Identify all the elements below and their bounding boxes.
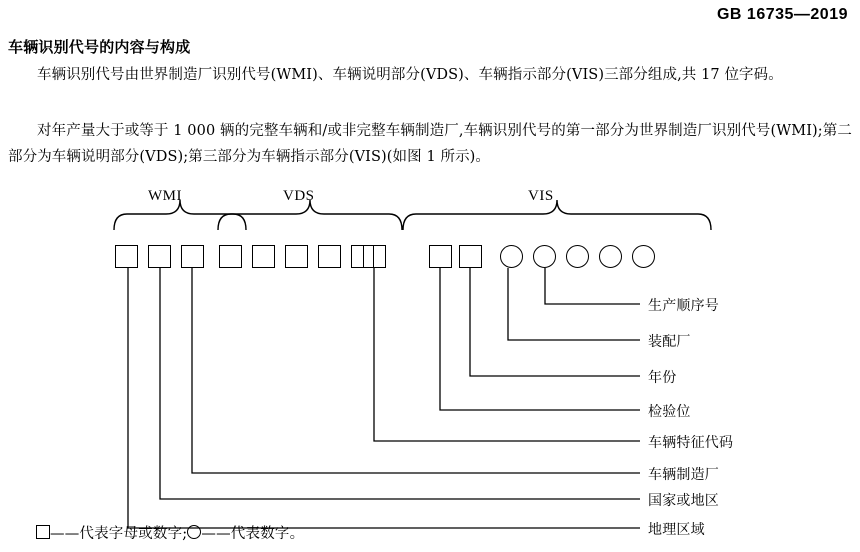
group-label-vds: VDS <box>283 188 315 204</box>
cell-wmi-2 <box>148 245 171 268</box>
brace-vis <box>403 200 711 230</box>
legend-circle-text: ——代表数字。 <box>201 526 305 542</box>
cell-wmi-3 <box>181 245 204 268</box>
callout-label-8: 地理区域 <box>648 522 705 538</box>
callout-label-2: 装配厂 <box>648 334 691 350</box>
callout-label-3: 年份 <box>648 370 677 386</box>
cell-vis-3 <box>500 245 523 268</box>
cell-vds-4 <box>318 245 341 268</box>
cell-vis-6 <box>599 245 622 268</box>
cell-vis-5 <box>566 245 589 268</box>
cell-vis-2 <box>459 245 482 268</box>
leader-line-5 <box>374 268 640 441</box>
diagram-legend <box>36 522 304 543</box>
cell-vds-3 <box>285 245 308 268</box>
standard-number-header: GB 16735—2019 <box>716 6 848 23</box>
callout-label-4: 检验位 <box>648 404 691 420</box>
paragraph-1: 车辆识别代号由世界制造厂识别代号(WMI)、车辆说明部分(VDS)、车辆指示部分(VIS)三部分组成,共 17 位字码。 <box>37 67 783 83</box>
callout-label-5: 车辆特征代码 <box>648 435 734 451</box>
leader-line-7 <box>160 268 640 499</box>
callout-label-1: 生产顺序号 <box>648 298 719 314</box>
legend-square-text: ——代表字母或数字; <box>50 526 188 542</box>
callout-label-6: 车辆制造厂 <box>648 467 719 483</box>
leader-line-1 <box>545 268 640 304</box>
legend-square-icon <box>36 525 50 539</box>
cell-vis-4 <box>533 245 556 268</box>
leader-line-3 <box>470 268 640 376</box>
cell-vds-2 <box>252 245 275 268</box>
diagram-vector-layer <box>0 188 860 518</box>
leader-line-8 <box>128 268 640 528</box>
callout-label-7: 国家或地区 <box>648 493 719 509</box>
group-label-wmi: WMI <box>148 188 182 204</box>
cell-vis-7 <box>632 245 655 268</box>
section-title: 车辆识别代号的内容与构成 <box>8 38 191 56</box>
cell-vds-6 <box>363 245 386 268</box>
cell-wmi-1 <box>115 245 138 268</box>
paragraph-2: 对年产量大于或等于 1 000 辆的完整车辆和/或非完整车辆制造厂,车辆识别代号的第一部分为世界制造厂识别代号(WMI);第二部分为车辆说明部分(VDS);第三部分为车辆指示部分(VIS)(如图 1 所示)。 <box>8 123 852 165</box>
cell-vds-1 <box>219 245 242 268</box>
leader-line-6 <box>192 268 640 473</box>
cell-vis-1 <box>429 245 452 268</box>
group-label-vis: VIS <box>528 188 554 204</box>
legend-circle-icon <box>187 525 201 539</box>
